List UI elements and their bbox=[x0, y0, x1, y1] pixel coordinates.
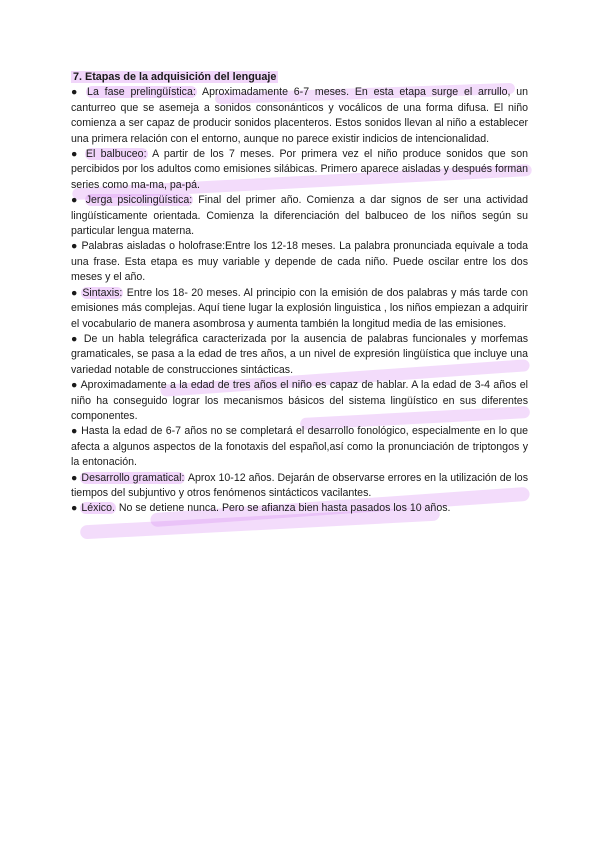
bullet: ● bbox=[71, 379, 78, 392]
list-item bbox=[71, 239, 528, 285]
stage-text: No se detiene nunca. Pero se afianza bien hasta pasados los 10 años. bbox=[115, 502, 451, 515]
list-item bbox=[71, 85, 528, 147]
stage-text: Entre los 18- 20 meses. Al principio con la emisión de dos palabras y más tarde con emisiones más complejas. Aquí tiene lugar la explosión linguistica , los niños empiezan a adquirir el vocabulario de manera asombrosa y aumenta también la longitud media de las emisiones. bbox=[71, 286, 528, 330]
stage-label: La fase prelingüística: bbox=[87, 86, 196, 99]
bullet: ● bbox=[71, 471, 78, 484]
stage-text: Aproximadamente a la edad de tres años el niño es capaz de hablar. A la edad de 3-4 años el niño ha conseguido lograr los mecanismos básicos del sistema lingüístico en sus diferentes componentes. bbox=[71, 379, 528, 422]
stage-text: Aproximadamente 6-7 meses. En esta etapa surge el arrullo, un canturreo que se asemeja a sonidos consonánticos y vocálicos de una forma difusa. El niño comienza a ser capaz de producir sonidos placenteros. Estos sonidos llevan al niño a establecer una primera relación con el entorno, aunque no parece existir indicios de intencionalidad. bbox=[71, 86, 528, 145]
stage-text: De un habla telegráfica caracterizada por la ausencia de palabras funcionales y morfemas gramaticales, se pasa a la edad de tres años, a un nivel de expresión lingüística que incluye una variedad notable de construcciones sintácticas. bbox=[71, 332, 529, 376]
stage-text: Final del primer año. Comienza a dar signos de ser una actividad lingüísticamente orientada. Comienza la diferenciación del balbuceo de los niños según su particular lengua materna. bbox=[71, 194, 528, 238]
bullet: ● bbox=[71, 86, 81, 99]
bullet: ● bbox=[71, 194, 80, 207]
stage-text: Aprox 10-12 años. Dejarán de observarse errores en la utilización de los tiempos del subjuntivo y otros fenómenos sintácticos vacilantes. bbox=[71, 471, 528, 499]
bullet: ● bbox=[71, 240, 78, 253]
section-title bbox=[71, 70, 528, 85]
stage-label: Sintaxis: bbox=[82, 286, 123, 299]
stage-label: Palabras aisladas o holofrase: bbox=[81, 240, 226, 253]
bullet: ● bbox=[71, 332, 80, 345]
bullet: ● bbox=[71, 286, 78, 299]
stage-label: Léxico. bbox=[81, 502, 115, 515]
list-item bbox=[71, 424, 528, 470]
document-body bbox=[71, 70, 528, 517]
bullet: ● bbox=[71, 502, 78, 515]
list-item bbox=[71, 471, 528, 502]
list-item bbox=[71, 286, 528, 332]
bullet: ● bbox=[71, 148, 80, 161]
bullet: ● bbox=[71, 425, 78, 438]
list-item bbox=[71, 193, 528, 239]
list-item bbox=[71, 147, 528, 193]
stage-text: Entre los 12-18 meses. La palabra pronunciada equivale a toda una frase. Esta etapa es muy variable y depende de cada niño. Puede oscilar entre los dos meses y el año. bbox=[71, 240, 528, 284]
stage-label: Desarrollo gramatical: bbox=[81, 471, 185, 484]
stage-text: Hasta la edad de 6-7 años no se completará el desarrollo fonológico, especialmente en lo que afecta a algunos aspectos de la fonotaxis del español,así como la pronunciación de triptongos y la entonación. bbox=[71, 425, 528, 469]
section-title-text: 7. Etapas de la adquisición del lenguaje bbox=[73, 71, 277, 83]
list-item bbox=[71, 332, 528, 378]
list-item bbox=[71, 378, 528, 424]
stage-label: El balbuceo: bbox=[85, 148, 147, 161]
stage-label: Jerga psicolingüística: bbox=[85, 194, 193, 207]
stage-text: A partir de los 7 meses. Por primera vez el niño produce sonidos que son percibidos por los adultos como emisiones silábicas. Primero aparece aisladas y después forman series como ma-ma, pa-pá. bbox=[71, 148, 528, 191]
list-item bbox=[71, 501, 528, 516]
